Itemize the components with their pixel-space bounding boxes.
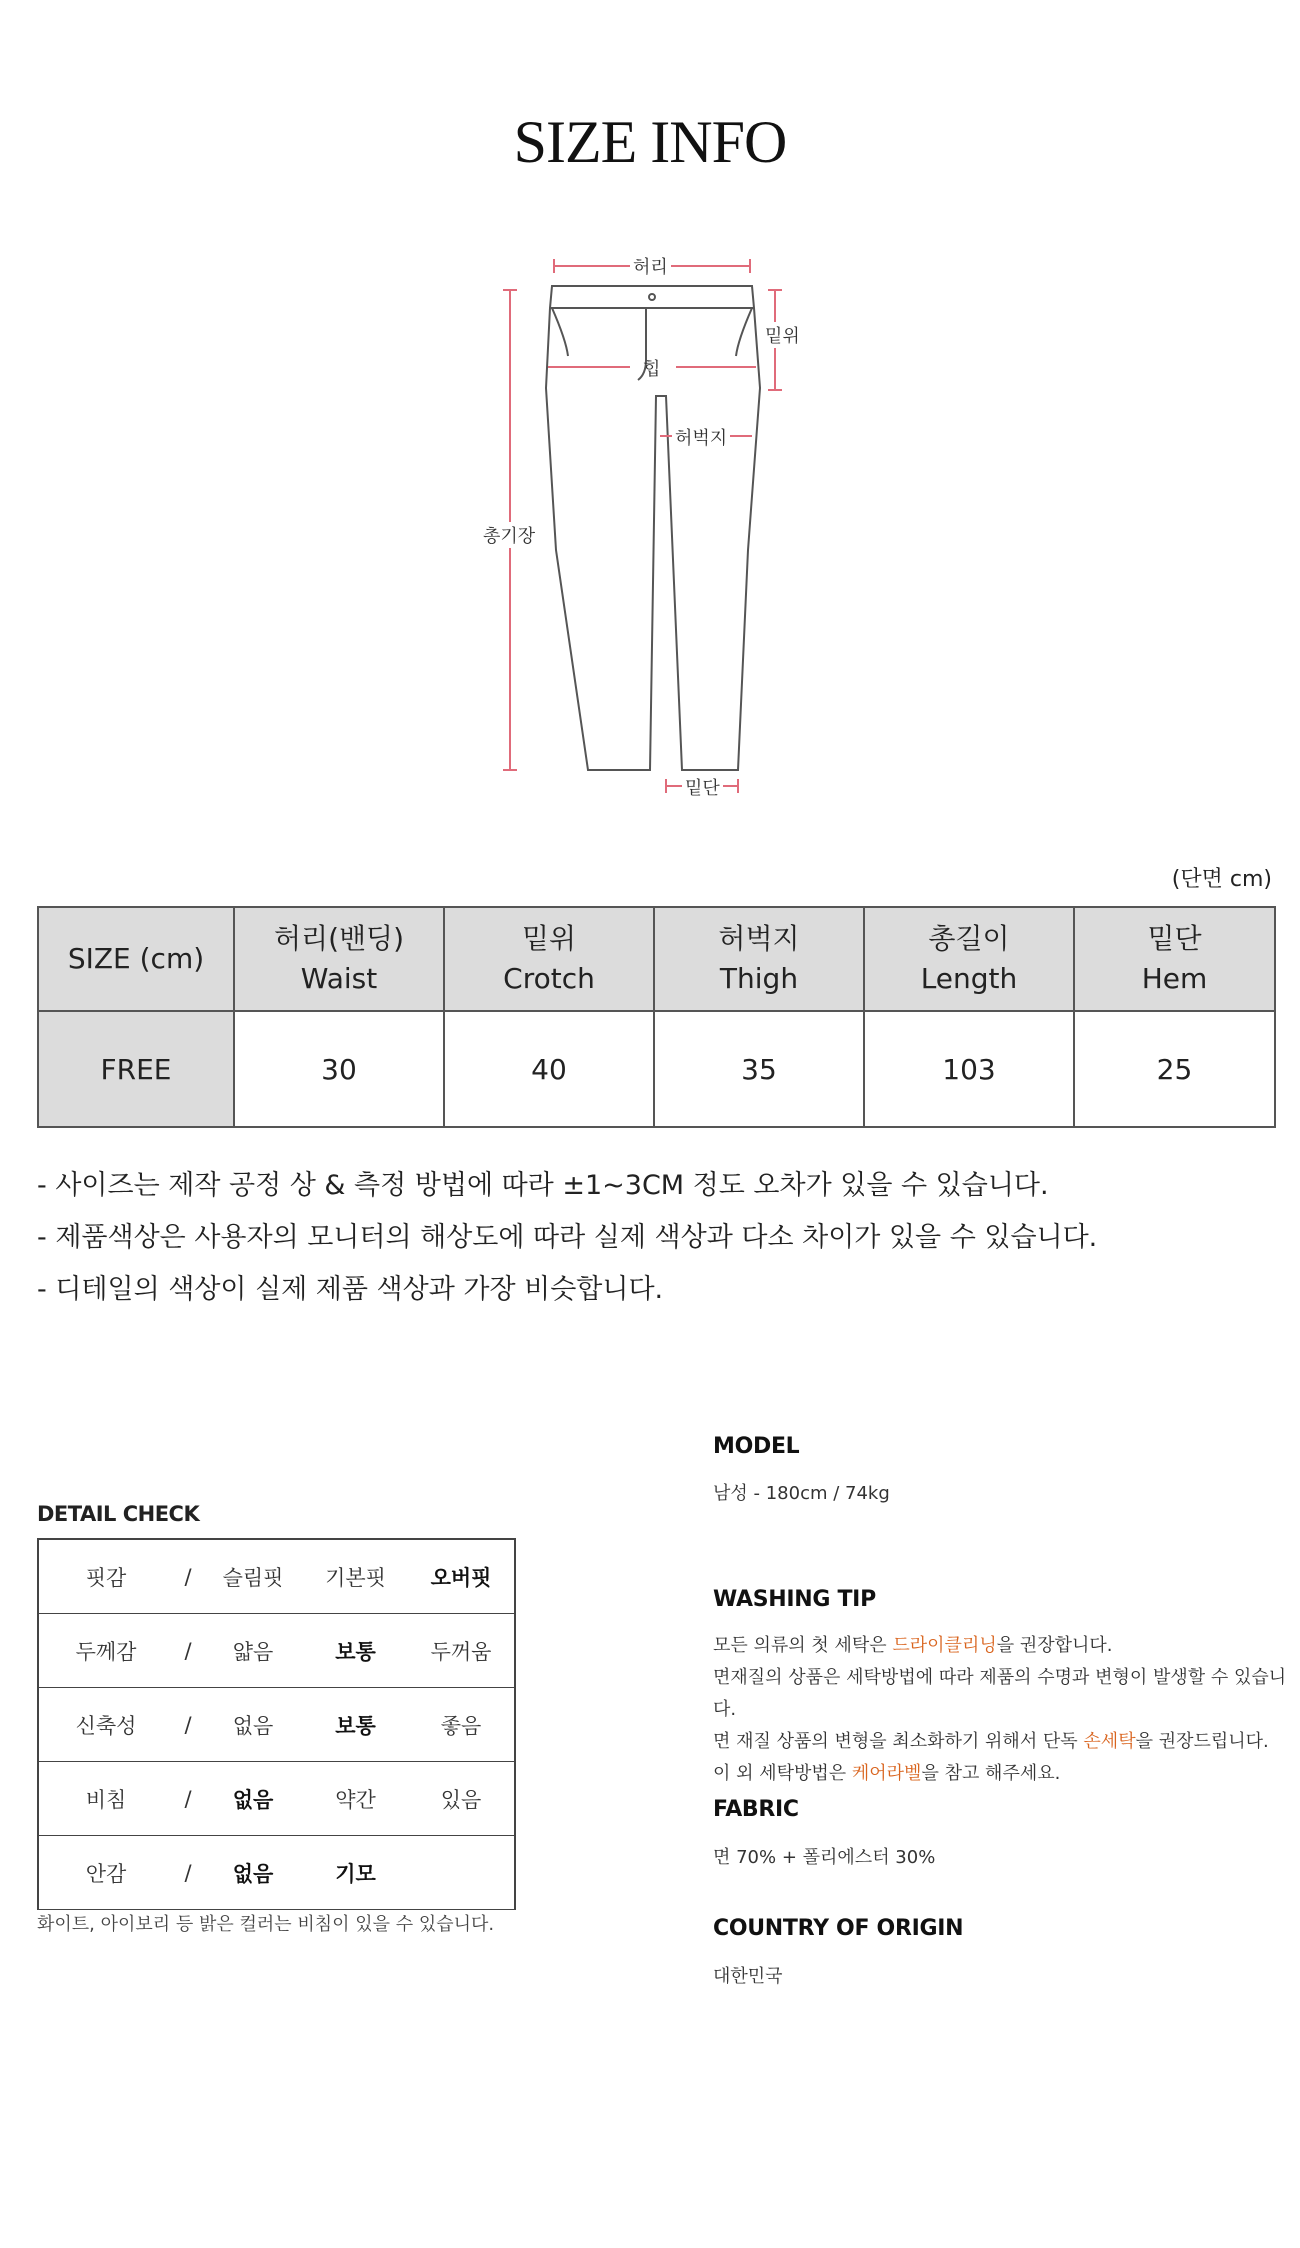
header-ko: 총길이 [928,922,1010,955]
crotch-label: 밑위 [762,322,803,348]
washing-line [713,1662,1300,1726]
option-selected: 보통 [303,1688,408,1762]
option: 좋음 [408,1688,515,1762]
header-en: Thigh [719,962,799,995]
detail-row-lining [38,1836,515,1910]
pants-size-diagram [470,250,830,810]
text-part: 면재질의 상품은 세탁방법에 따라 제품의 수명과 변형이 발생할 수 있습니다. [713,1667,1287,1720]
waist-label: 허리 [630,253,671,279]
option: 슬림핏 [203,1539,303,1614]
origin-title: COUNTRY OF ORIGIN [713,1916,964,1941]
detail-row-fit [38,1539,515,1614]
table-cell: 35 [654,1011,864,1127]
highlight-text: 케어라벨 [851,1763,922,1784]
total-length-label: 총기장 [480,522,538,548]
header-en: Crotch [503,962,595,995]
option: 두꺼움 [408,1614,515,1688]
option-selected: 없음 [203,1836,303,1910]
origin-text: 대한민국 [713,1966,783,1987]
detail-footnote: 화이트, 아이보리 등 밝은 컬러는 비침이 있을 수 있습니다. [37,1914,495,1935]
highlight-text: 손세탁 [1083,1731,1136,1752]
detail-label: 두께감 [38,1614,173,1688]
hem-label: 밑단 [682,774,723,800]
size-note: - 사이즈는 제작 공정 상 & 측정 방법에 따라 ±1~3CM 정도 오차가 있을 수 있습니다. [37,1170,1049,1201]
hem-column-header [1074,907,1275,1011]
size-name-cell: FREE [38,1011,234,1127]
option [408,1836,515,1910]
unit-note: (단면 cm) [1171,867,1272,892]
washing-tip-title: WASHING TIP [713,1587,876,1612]
table-cell: 30 [234,1011,444,1127]
size-column-header: SIZE (cm) [38,907,234,1011]
detail-row-stretch [38,1688,515,1762]
option: 기본핏 [303,1539,408,1614]
detail-row-sheerness [38,1762,515,1836]
separator: / [173,1539,203,1614]
fabric-title: FABRIC [713,1797,799,1822]
text-part: 을 권장합니다. [996,1635,1113,1656]
detail-row-thickness [38,1614,515,1688]
header-ko: 허벅지 [718,922,800,955]
size-table-header-row [38,907,1275,1011]
separator: / [173,1614,203,1688]
table-cell: 103 [864,1011,1074,1127]
washing-line [713,1758,1300,1790]
length-column-header [864,907,1074,1011]
waist-column-header [234,907,444,1011]
text-part: 면 재질 상품의 변형을 최소화하기 위해서 단독 [713,1731,1084,1752]
detail-check-table [37,1538,516,1910]
option-selected: 기모 [303,1836,408,1910]
detail-check-title: DETAIL CHECK [37,1502,200,1526]
text-part: 모든 의류의 첫 세탁은 [713,1635,893,1656]
color-note: - 제품색상은 사용자의 모니터의 해상도에 따라 실제 색상과 다소 차이가 있을 수 있습니다. [37,1222,1098,1253]
header-ko: 밑위 [521,922,577,955]
page-title: SIZE INFO [513,109,787,175]
washing-line [713,1726,1300,1758]
text-part: 이 외 세탁방법은 [713,1763,852,1784]
header-ko: 허리(밴딩) [273,922,405,955]
washing-line [713,1630,1300,1662]
header-ko: 밑단 [1147,922,1202,955]
option-selected: 없음 [203,1762,303,1836]
option-selected: 보통 [303,1614,408,1688]
model-title: MODEL [713,1434,800,1459]
separator: / [173,1688,203,1762]
option-selected: 오버핏 [408,1539,515,1614]
washing-tip-text [713,1630,1300,1790]
option: 약간 [303,1762,408,1836]
text-part: 을 권장드립니다. [1135,1731,1269,1752]
thigh-label: 허벅지 [672,424,730,450]
detail-label: 핏감 [38,1539,173,1614]
header-en: Waist [300,962,378,995]
header-en: Hem [1141,962,1208,995]
option: 있음 [408,1762,515,1836]
thigh-column-header [654,907,864,1011]
detail-color-note: - 디테일의 색상이 실제 제품 색상과 가장 비슷합니다. [37,1274,664,1305]
header-en: Length [920,962,1018,995]
highlight-text: 드라이클리닝 [892,1635,997,1656]
hip-label: 힙 [643,359,661,380]
separator: / [173,1762,203,1836]
option: 없음 [203,1688,303,1762]
detail-label: 비침 [38,1762,173,1836]
size-table [37,906,1276,1128]
table-cell: 25 [1074,1011,1275,1127]
table-cell: 40 [444,1011,654,1127]
separator: / [173,1836,203,1910]
crotch-column-header [444,907,654,1011]
model-text: 남성 - 180cm / 74kg [713,1483,890,1504]
option: 얇음 [203,1614,303,1688]
detail-label: 신축성 [38,1688,173,1762]
table-row [38,1011,1275,1127]
detail-label: 안감 [38,1836,173,1910]
text-part: 을 참고 해주세요. [921,1763,1061,1784]
fabric-text: 면 70% + 폴리에스터 30% [713,1847,936,1868]
